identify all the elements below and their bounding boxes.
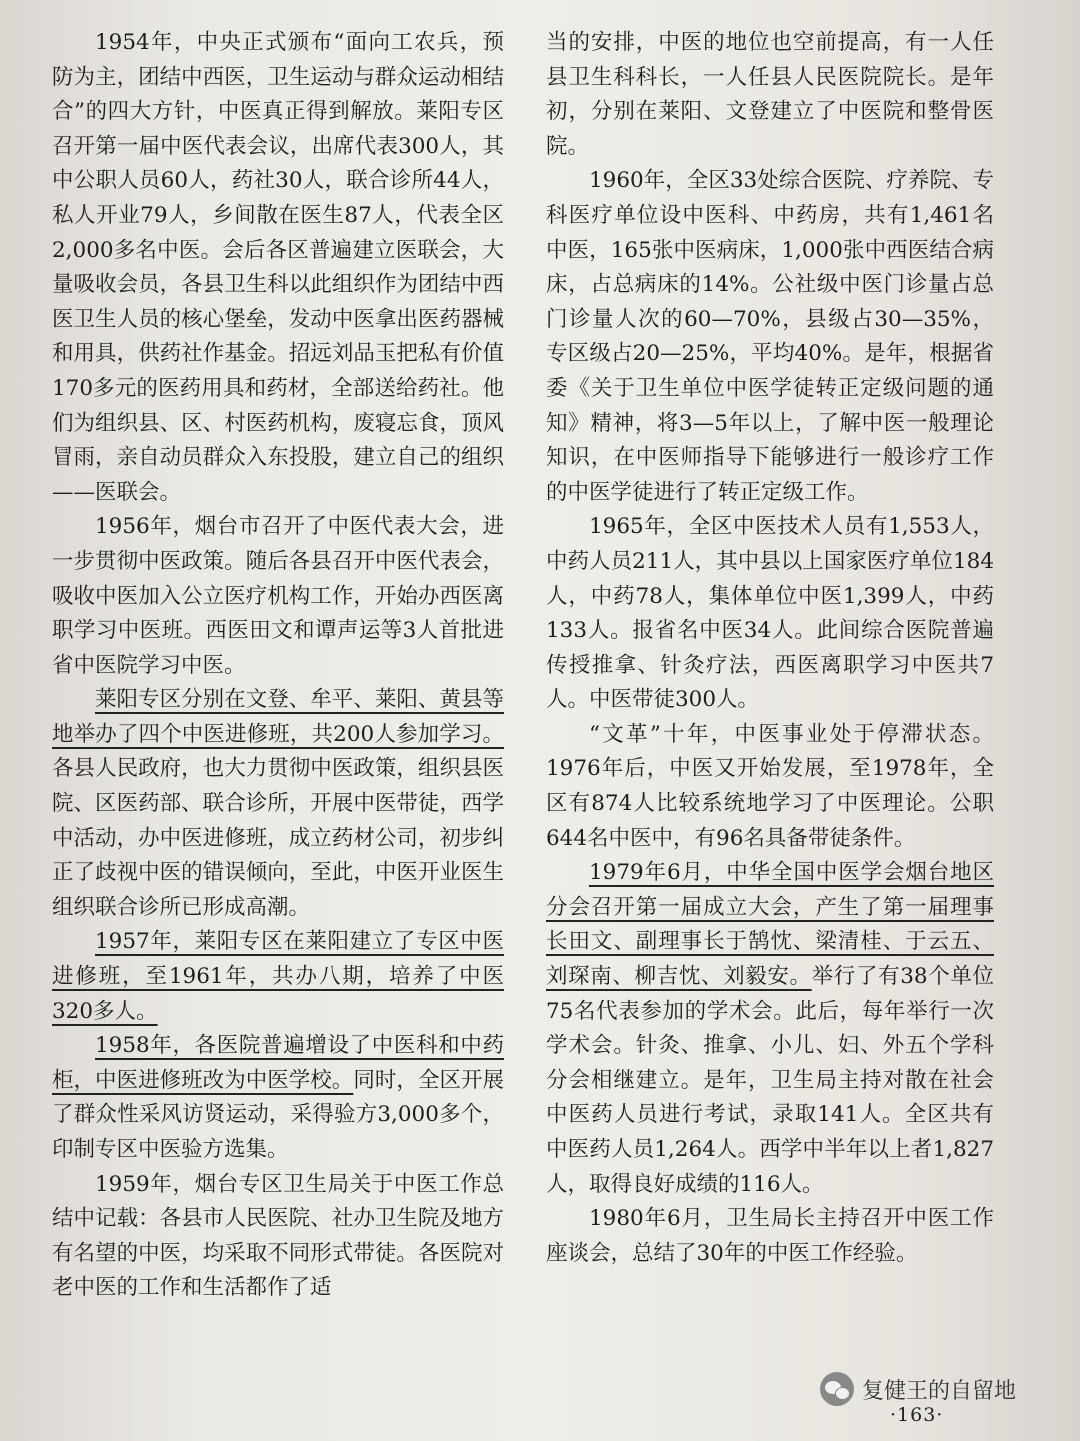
paragraph-text: 1959年，烟台专区卫生局关于中医工作总结中记载：各县市人民医院、社办卫生院及地方有名望的中医，均采取不同形式带徒。各医院对老中医的工作和生活都作了适 bbox=[52, 1171, 504, 1301]
paragraph bbox=[546, 26, 994, 164]
underlined-text: 1958年，各医院普遍增设了中医科和中药柜，中医进修班改为中医学校。 bbox=[52, 1033, 504, 1093]
paragraph-text: 1965年，全区中医技术人员有1,553人，中药人员211人，其中县以上国家医疗单位184人，中药78人，集体单位中医1,399人，中药133人。报省名中医34人。此间综合医院普遍传授推拿、针灸疗法，西医离职学习中医共7人。中医带徒300人。 bbox=[546, 514, 994, 713]
paragraph-text: 1960年，全区33处综合医院、疗养院、专科医疗单位设中医科、中药房，共有1,461名中医，165张中医病床，1,000张中西医结合病床，占总病床的14%。公社级中医门诊量占总门诊量人次的60—70%，县级占30—35%，专区级占20—25%，平均40%。是年，根据省委《关于卫生单位中医学徒转正定级问题的通知》精神，将3—5年以上，了解中医一般理论知识，在中医师指导下能够进行一般诊疗工作的中医学徒进行了转正定级工作。 bbox=[546, 168, 994, 505]
underlined-text: 1979年6月，中华全国中医学会烟台地区分会召开第一届成立大会，产生了第一届理事长田文、副理事长于鹄忱、梁清桂、于云五、刘琛南、柳吉忱、刘毅安。 bbox=[546, 860, 994, 990]
right-column bbox=[546, 26, 994, 1271]
paragraph bbox=[52, 683, 504, 925]
paragraph bbox=[546, 164, 994, 510]
left-column bbox=[52, 26, 504, 1306]
paragraph bbox=[546, 856, 994, 1202]
wechat-icon bbox=[820, 1372, 854, 1406]
paragraph-text: 举行了有38个单位75名代表参加的学术会。此后，每年举行一次学术会。针灸、推拿、小儿、妇、外五个学科分会相继建立。是年，卫生局主持对散在社会中医药人员进行考试，录取141人。全区共有中医药人员1,264人。西学中半年以上者1,827人，取得良好成绩的116人。 bbox=[546, 964, 994, 1197]
underlined-text: 1957年，莱阳专区在莱阳建立了专区中医进修班，至1961年，共办八期，培养了中医320多人。 bbox=[52, 929, 504, 1024]
paragraph bbox=[52, 26, 504, 510]
paragraph-text: 各县人民政府，也大力贯彻中医政策，组织县医院、区医药部、联合诊所，开展中医带徒，西学中活动，办中医进修班，成立药材公司，初步纠正了歧视中医的错误倾向，至此，中医开业医生组织联合诊所已形成高潮。 bbox=[52, 756, 504, 920]
paragraph-text: 1954年，中央正式颁布“面向工农兵，预防为主，团结中西医，卫生运动与群众运动相结合”的四大方针，中医真正得到解放。莱阳专区召开第一届中医代表会议，出席代表300人，其中公职人员60人，药社30人，联合诊所44人，私人开业79人，乡间散在医生87人，代表全区2,000多名中医。会后各区普遍建立医联会，大量吸收会员，各县卫生科以此组织作为团结中西医卫生人员的核心堡垒，发动中医拿出医药器械和用具，供药社作基金。招远刘品玉把私有价值170多元的医药用具和药材，全部送给药社。他们为组织县、区、村医药机构，废寝忘食，顶风冒雨，亲自动员群众入东投股，建立自己的组织——医联会。 bbox=[52, 30, 504, 505]
paragraph-text: 同时，全区开展了群众性采风访贤运动，采得验方3,000多个，印制专区中医验方选集。 bbox=[52, 1067, 504, 1162]
page-number: ·163· bbox=[890, 1404, 944, 1426]
paragraph bbox=[546, 1202, 994, 1271]
paragraph-text: 1956年，烟台市召开了中医代表大会，进一步贯彻中医政策。随后各县召开中医代表会，吸收中医加入公立医疗机构工作，开始办西医离职学习中医班。西医田文和谭声运等3人首批进省中医院学习中医。 bbox=[52, 514, 504, 678]
brand-name: 复健王的自留地 bbox=[862, 1378, 1017, 1404]
paragraph bbox=[52, 925, 504, 1029]
paragraph bbox=[52, 1029, 504, 1167]
paragraph-text: 当的安排，中医的地位也空前提高，有一人任县卫生科科长，一人任县人民医院院长。是年初，分别在莱阳、文登建立了中医院和整骨医院。 bbox=[546, 30, 994, 159]
watermark-brand bbox=[820, 1372, 1016, 1406]
paragraph bbox=[546, 718, 994, 856]
paragraph bbox=[52, 1168, 504, 1306]
paragraph-text: “文革”十年，中医事业处于停滞状态。1976年后，中医又开始发展，至1978年，全区有874人比较系统地学习了中医理论。公职644名中医中，有96名具备带徒条件。 bbox=[546, 721, 994, 851]
paragraph bbox=[52, 510, 504, 683]
paragraph bbox=[546, 510, 994, 718]
paragraph-text: 1980年6月，卫生局长主持召开中医工作座谈会，总结了30年的中医工作经验。 bbox=[546, 1206, 994, 1266]
underlined-text: 莱阳专区分别在文登、牟平、莱阳、黄县等地举办了四个中医进修班，共200人参加学习。 bbox=[52, 687, 504, 747]
